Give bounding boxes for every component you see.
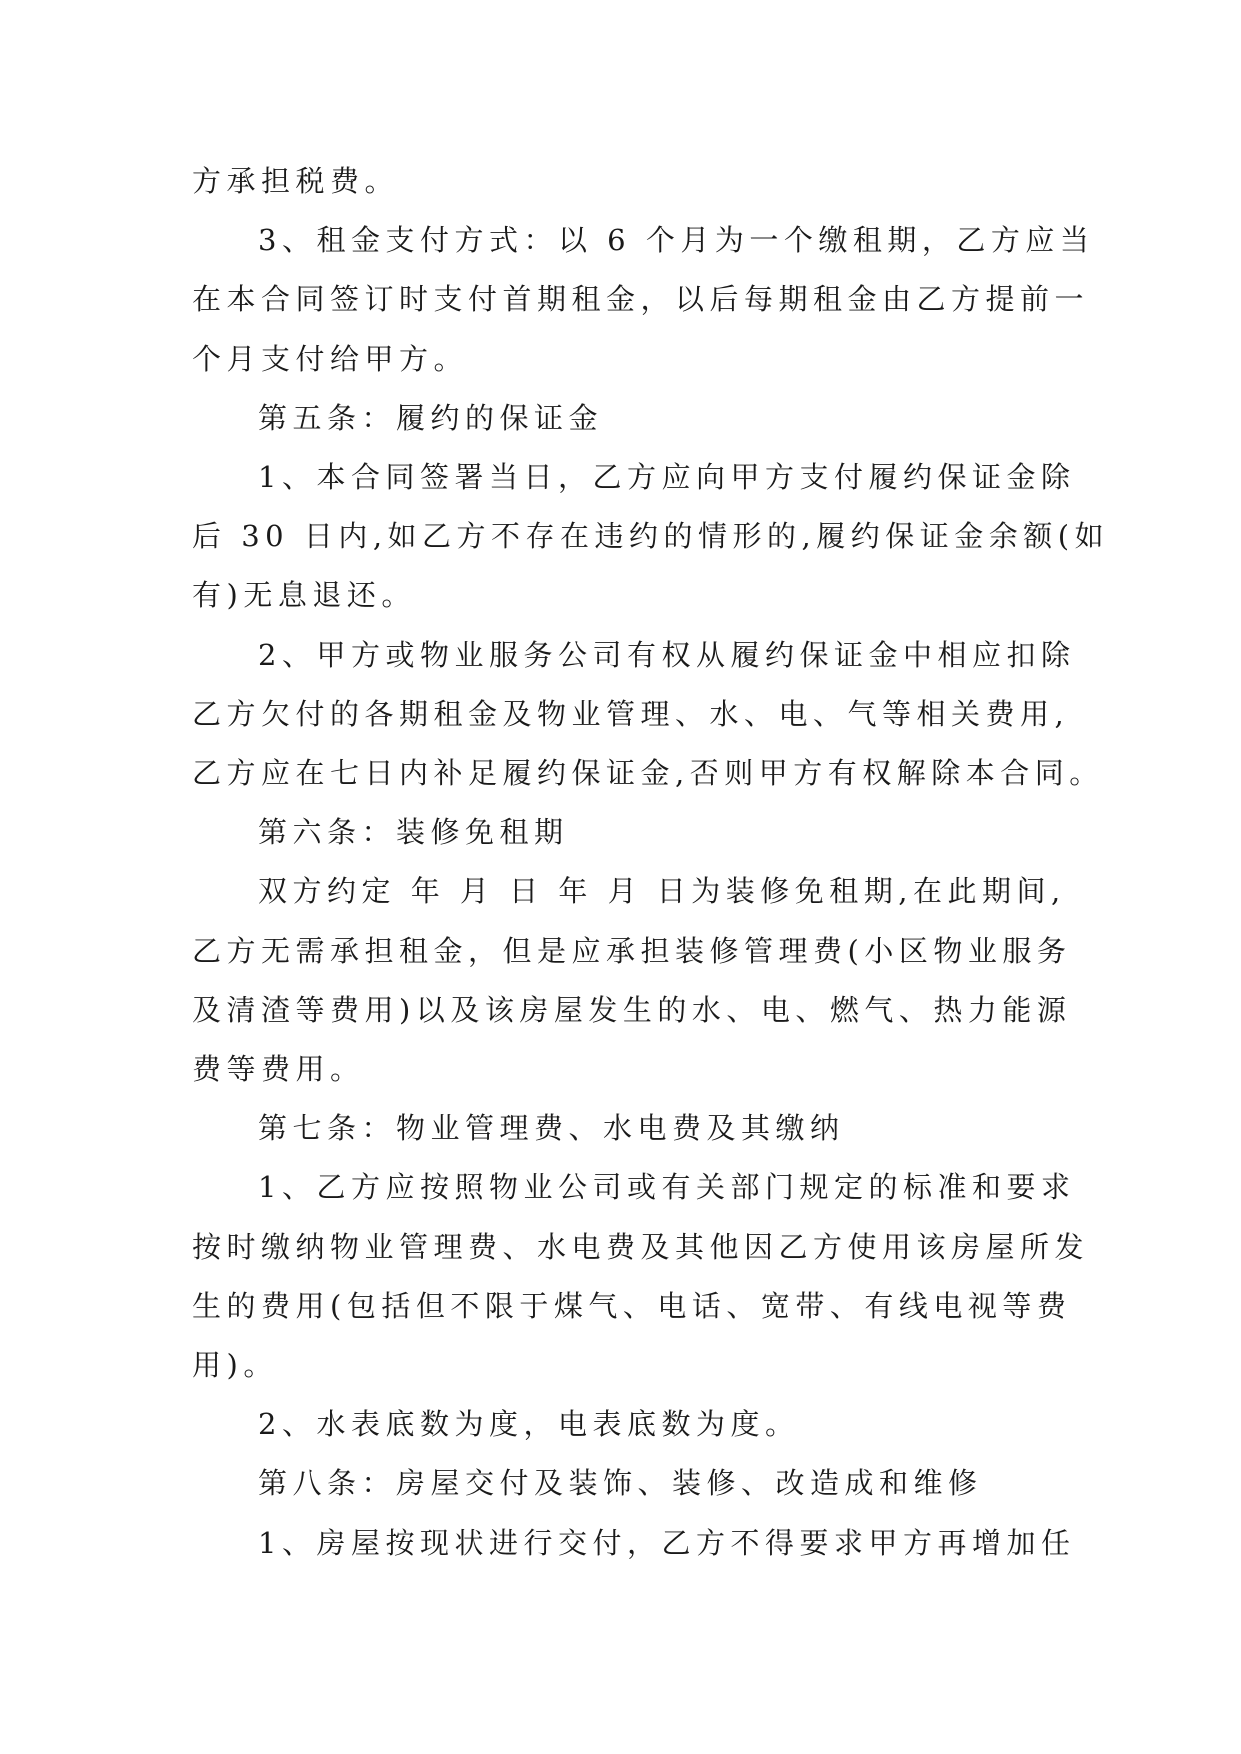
text-line: 双方约定 年 月 日 年 月 日为装修免租期,在此期间, <box>258 874 1066 909</box>
text-line: 方承担税费。 <box>192 164 400 198</box>
section-heading: 第五条：履约的保证金 <box>258 400 604 435</box>
text-line: 在本合同签订时支付首期租金，以后每期租金由乙方提前一 <box>192 282 1090 317</box>
section-heading: 第六条：装修免租期 <box>258 815 569 850</box>
text-line: 费等费用。 <box>192 1052 365 1087</box>
text-line: 按时缴纳物业管理费、水电费及其他因乙方使用该房屋所发 <box>192 1229 1090 1264</box>
text-line: 2、甲方或物业服务公司有权从履约保证金中相应扣除 <box>258 637 1076 672</box>
text-line: 有)无息退还。 <box>192 578 416 613</box>
section-heading: 第八条：房屋交付及装饰、装修、改造成和维修 <box>258 1466 983 1501</box>
text-line: 1、房屋按现状进行交付，乙方不得要求甲方再增加任 <box>258 1525 1076 1560</box>
text-line: 3、租金支付方式：以 6 个月为一个缴租期，乙方应当 <box>258 223 1095 258</box>
text-line: 个月支付给甲方。 <box>192 341 469 376</box>
section-heading: 第七条：物业管理费、水电费及其缴纳 <box>258 1111 845 1146</box>
text-line: 乙方应在七日内补足履约保证金,否则甲方有权解除本合同。 <box>192 756 1104 791</box>
text-line: 生的费用(包括但不限于煤气、电话、宽带、有线电视等费 <box>192 1288 1072 1323</box>
text-line: 乙方欠付的各期租金及物业管理、水、电、气等相关费用, <box>192 696 1070 731</box>
text-line: 用)。 <box>192 1348 278 1383</box>
text-line: 后 30 日内,如乙方不存在违约的情形的,履约保证金余额(如 <box>192 519 1110 554</box>
text-line: 1、本合同签署当日，乙方应向甲方支付履约保证金除 <box>258 460 1076 495</box>
document-body <box>192 152 1110 1573</box>
text-line: 乙方无需承担租金，但是应承担装修管理费(小区物业服务 <box>192 933 1072 968</box>
text-line: 1、乙方应按照物业公司或有关部门规定的标准和要求 <box>258 1170 1076 1205</box>
text-line: 及清渣等费用)以及该房屋发生的水、电、燃气、热力能源 <box>192 992 1072 1027</box>
text-line: 2、水表底数为度，电表底数为度。 <box>258 1407 800 1442</box>
